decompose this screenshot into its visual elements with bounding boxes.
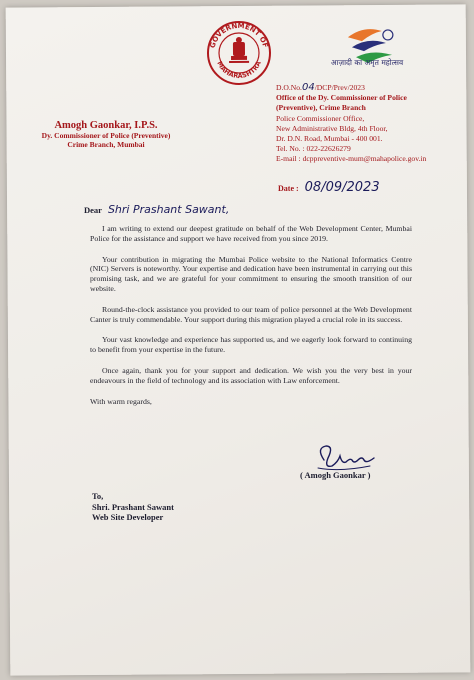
svg-text:GOVERNMENT OF: GOVERNMENT OF (208, 21, 270, 50)
recipient-name: Shri. Prashant Sawant (92, 501, 174, 512)
reference-number (276, 83, 466, 93)
sender-name: Amogh Gaonkar, I.P.S. (54, 120, 158, 131)
salutation-label: Dear (84, 205, 102, 215)
reference-block (276, 83, 466, 165)
recipient-role: Web Site Developer (92, 512, 164, 522)
paragraph: Your contribution in migrating the Mumbai Police website to the National Informatics Centre (NIC) Servers is noteworthy. Your expertise and dedication have been instrumental in carrying out this promising task, and we are grateful for your commitment to ensuring the smooth transition of our website. (90, 254, 412, 293)
paragraph: Your vast knowledge and experience has supported us, and we eagerly look forward to continuing to benefit from your expertise in the future. (90, 335, 412, 355)
recipient-block (92, 491, 174, 523)
maharashtra-seal-icon (206, 20, 272, 86)
sender-block (36, 120, 176, 149)
telephone: Tel. No. : 022-22626279 (276, 144, 351, 154)
salutation (84, 203, 229, 216)
sender-unit: Crime Branch, Mumbai (67, 140, 145, 149)
email: E-mail : dcppreventive-mum@mahapolice.gov.in (276, 154, 427, 164)
date-row (278, 180, 380, 195)
address-line-2: New Administrative Bldg, 4th Floor, (276, 123, 388, 133)
reference-handwritten-number: 04 (301, 82, 315, 93)
closing: With warm regards, (90, 396, 152, 406)
signatory-name: ( Amogh Gaonkar ) (300, 470, 371, 480)
address-line-1: Police Commissioner Office, (276, 113, 365, 123)
reference-suffix: /DCP/Prev/2023 (314, 83, 365, 92)
salutation-name: Shri Prashant Sawant, (107, 203, 230, 216)
paragraph: Round-the-clock assistance you provided to our team of police personnel at the Web Development Canter is truly commendable. Your support during this migration played a crucial role in its success. (90, 304, 412, 324)
paragraph: Once again, thank you for your support and dedication. We wish you the very best in your endeavours in the field of technology and its association with Law enforcement. (90, 365, 412, 385)
date-value: 08/09/2023 (304, 180, 380, 195)
to-label: To, (92, 491, 104, 501)
azadi-tagline: आज़ादी का अमृत महोत्सव (330, 58, 404, 67)
date-label: Date : (278, 184, 299, 193)
sender-designation: Dy. Commissioner of Police (Preventive) (41, 131, 171, 140)
svg-text:MAHARASHTRA: MAHARASHTRA (215, 59, 263, 81)
paragraph: I am writing to extend our deepest gratitude on behalf of the Web Development Center, Mumbai Police for the assistance and support we have received from you since 2019. (90, 224, 412, 243)
reference-prefix: D.O.No. (276, 83, 302, 92)
office-line-1: Office of the Dy. Commissioner of Police (276, 93, 407, 103)
office-line-2: (Preventive), Crime Branch (276, 103, 366, 113)
letter-body (90, 224, 412, 417)
address-line-3: Dr. D.N. Road, Mumbai - 400 001. (276, 134, 383, 144)
